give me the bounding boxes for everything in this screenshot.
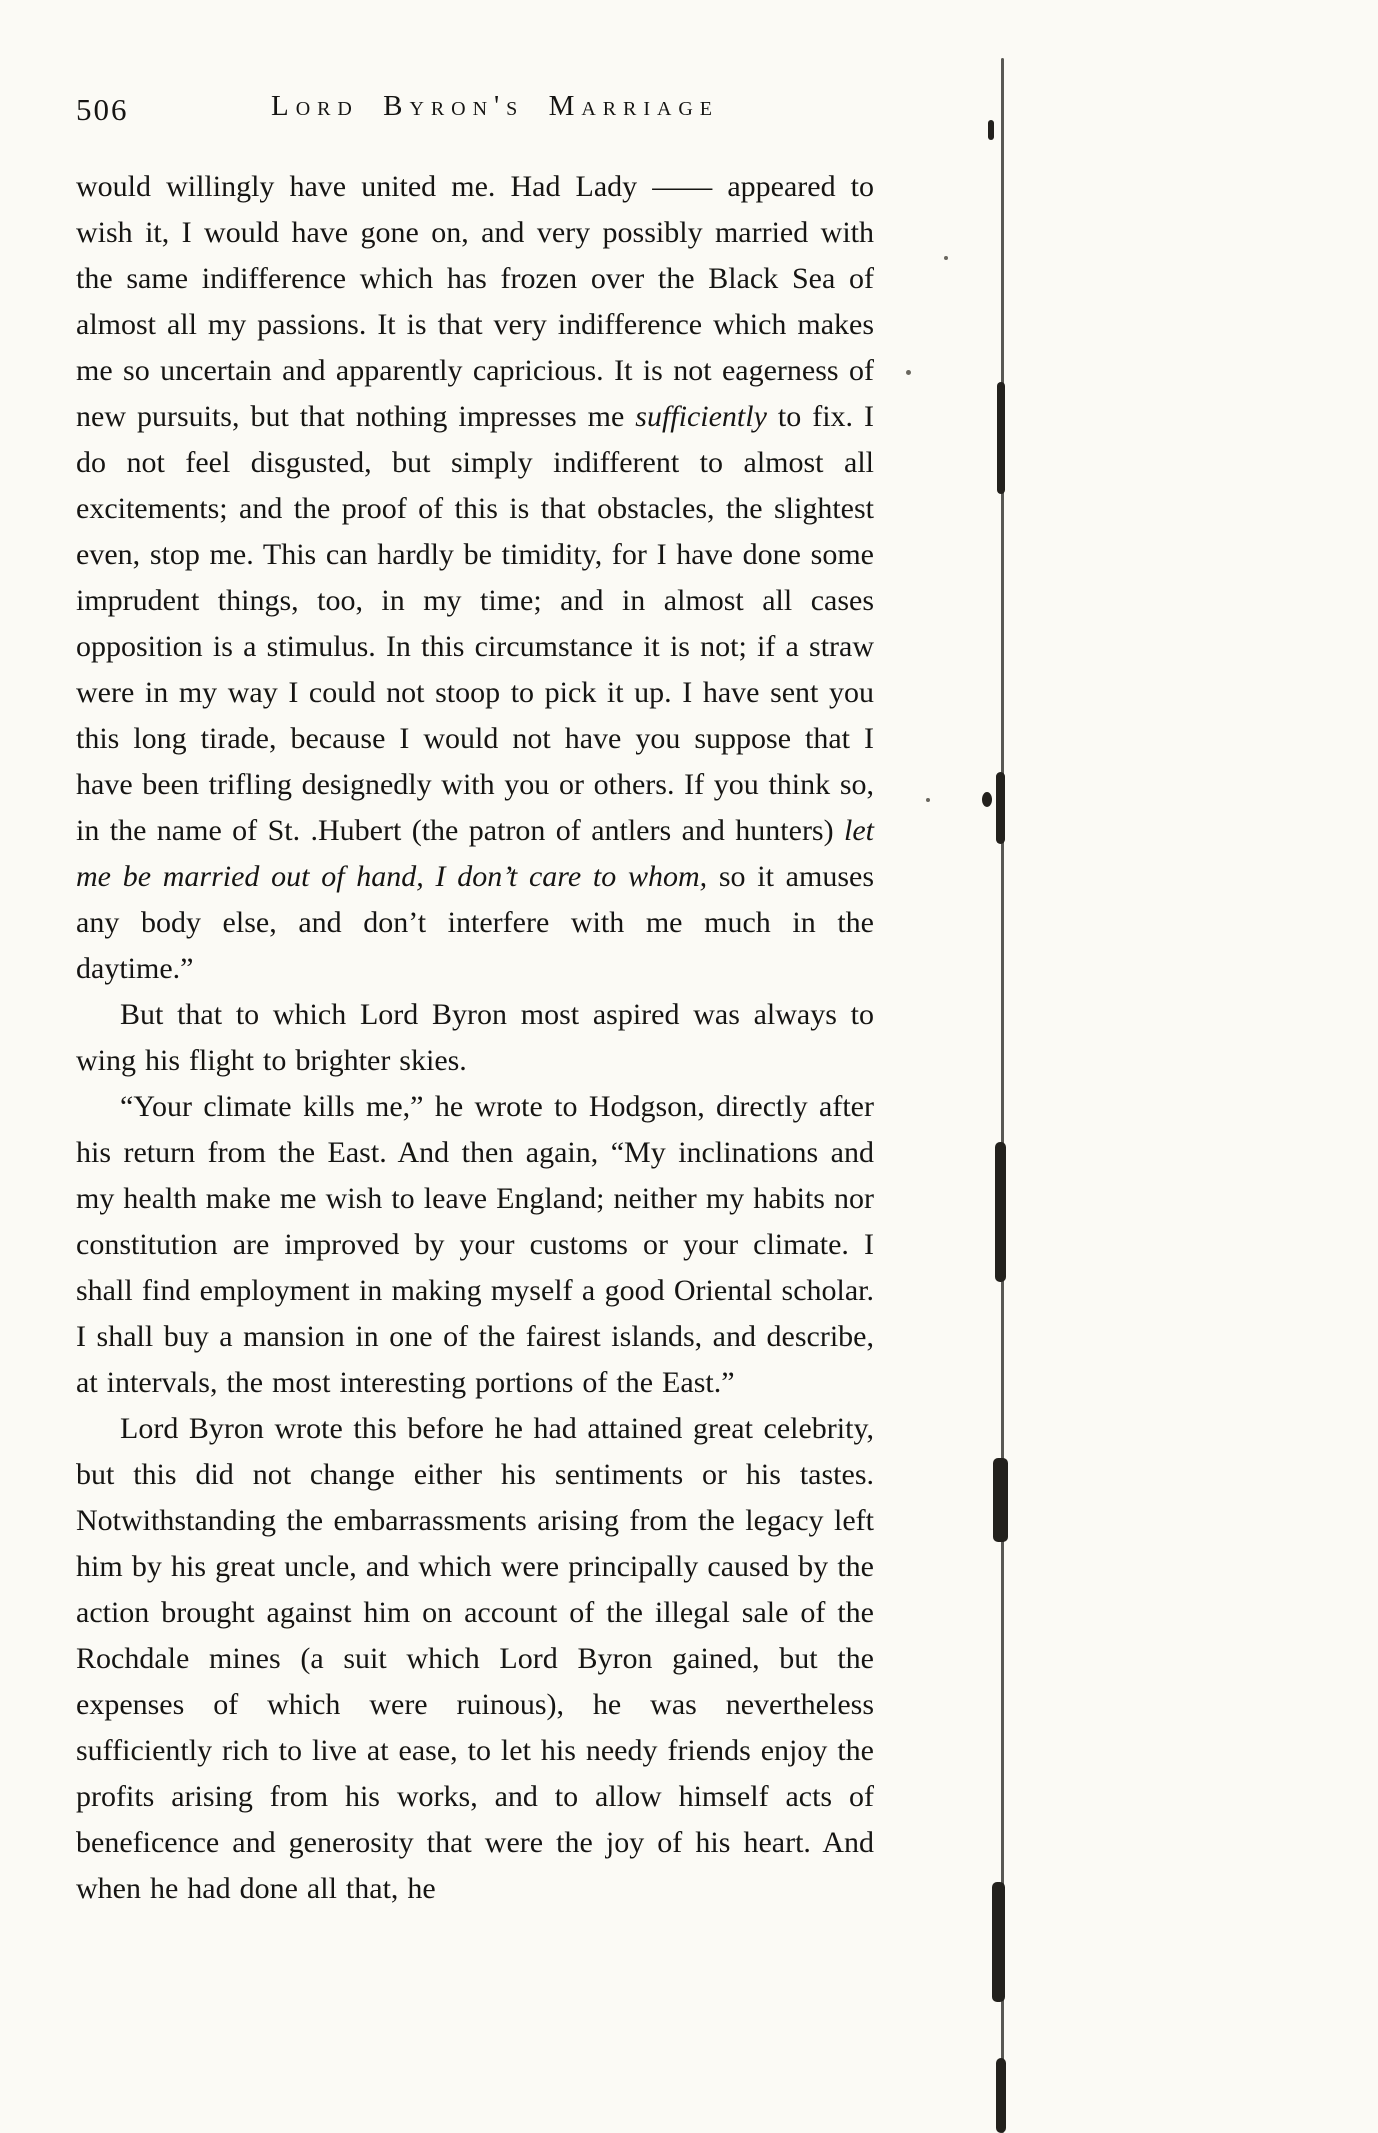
scan-artifact (992, 1882, 1005, 2002)
running-title: Lord Byron's Marriage (271, 90, 719, 122)
page-number: 506 (76, 92, 129, 127)
text-run: But that to which Lord Byron most aspired was always to wing his flight to brighter skies. (76, 998, 874, 1077)
page-header (76, 90, 874, 138)
italic-run: let me be married out of hand, I don’t care to whom, (76, 814, 874, 893)
text-run: would willingly have united me. Had Lady —— appeared to wish it, I would have gone on, and very possibly married with the same indifference which has frozen over the Black Sea of almost all my passions. It is that very indifference which makes me so uncertain and apparently capricious. It is not eagerness of new pursuits, but that nothing impresses me (76, 170, 874, 433)
text-run: “Your climate kills me,” he wrote to Hodgson, directly after his return from the East. And then again, “My inclinations and my health make me wish to leave England; neither my habits nor constitution are improved by your customs or your climate. I shall find employment in making myself a good Oriental scholar. I shall buy a mansion in one of the fairest islands, and describe, at intervals, the most interesting portions of the East.” (76, 1090, 874, 1399)
paragraph (76, 1406, 874, 1912)
text-run: to fix. I do not feel disgusted, but simply indifferent to almost all excitements; and the proof of this is that obstacles, the slightest even, stop me. This can hardly be timidity, for I have done some imprudent things, too, in my time; and in almost all cases opposition is a stimulus. In this circumstance it is not; if a straw were in my way I could not stoop to pick it up. I have sent you this long tirade, because I would not have you suppose that I have been trifling designedly with you or others. If you think so, in the name of St. .Hubert (the patron of antlers and hunters) (76, 400, 874, 847)
scan-artifact (996, 2058, 1006, 2133)
paper-speck (944, 256, 948, 260)
scan-artifact (988, 120, 994, 140)
scan-artifact (993, 1458, 1008, 1542)
page-body (76, 164, 874, 1912)
text-column (76, 90, 874, 1912)
paragraph (76, 992, 874, 1084)
paragraph (76, 164, 874, 992)
text-run: so it amuses any body else, and don’t interfere with me much in the daytime.” (76, 860, 874, 985)
paper-speck (926, 798, 930, 802)
paper-speck (906, 370, 911, 375)
text-run: Lord Byron wrote this before he had attained great celebrity, but this did not change either his sentiments or his tastes. Notwithstanding the embarrassments arising from the legacy left him by his great uncle, and which were principally caused by the action brought against him on account of the illegal sale of the Rochdale mines (a suit which Lord Byron gained, but the expenses of which were ruinous), he was nevertheless sufficiently rich to live at ease, to let his needy friends enjoy the profits arising from his works, and to allow himself acts of beneficence and generosity that were the joy of his heart. And when he had done all that, he (76, 1412, 874, 1905)
scan-artifact (997, 382, 1005, 494)
ink-blot (982, 792, 992, 807)
scan-artifact (996, 772, 1005, 844)
paragraph (76, 1084, 874, 1406)
binding-edge-line (1001, 58, 1004, 2133)
scan-artifact (995, 1142, 1006, 1282)
italic-run: sufficiently (635, 400, 767, 433)
